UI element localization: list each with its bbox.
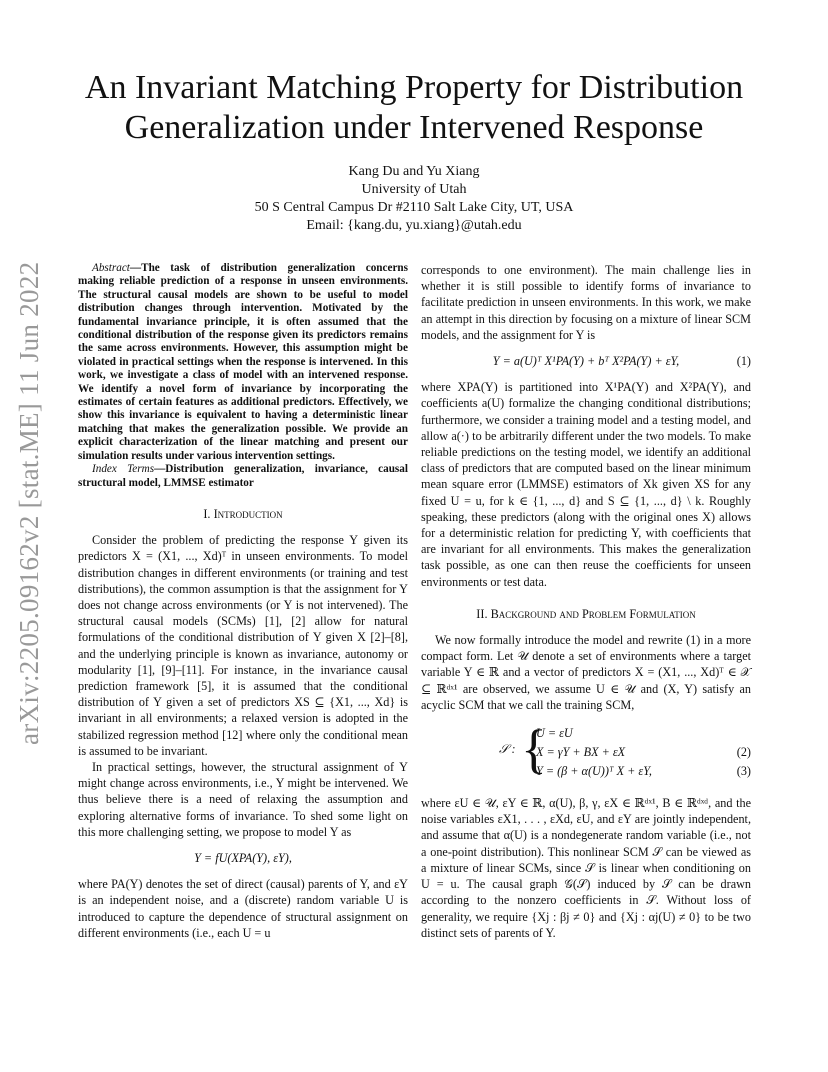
author-names: Kang Du and Yu Xiang — [348, 164, 480, 179]
equation-2-number: (2) — [736, 745, 751, 760]
equation-fu: Y = fU(XPA(Y), εY), — [194, 850, 292, 865]
equation-3-number: (3) — [736, 764, 751, 779]
background-paragraph-2: where εU ∈ 𝒰, εY ∈ ℝ, α(U), β, γ, εX ∈ ℝᵈˣ¹, B ∈ ℝᵈˣᵈ, and the noise variables εX1, . . . , εXd, εU, and εY are jointly independent, and assume that α(U) is a nondegenerate random variable (i.e., not a one-point distribution). This nonlinear SCM 𝒮 can be viewed as a mixture of linear SCMs, since 𝒮 is linear when conditioning on U = u. The causal graph 𝒢(𝒮) induced by 𝒮 can be drawn according to the nonzero coefficients in 𝒮. Without loss of generality, we require {Xj : βj ≠ 0} and {Xj : αj(U) ≠ 0} to be two distinct sets of parents of Y. — [421, 796, 751, 940]
title-line-2: Generalization under Intervened Response — [124, 109, 704, 146]
abstract-text: —The task of distribution generalization concerns making reliable prediction of a response in unseen environments. The structural causal models are shown to be useful to model distribution changes through intervention. Motivated by the fundamental invariance principle, it is often assumed that the conditional distribution of the response given its predictors remains the same across environments. However, this assumption might be violated in practical settings when the response is intervened. In this work, we investigate a class of model with an intervened response. We identify a novel form of invariance by incorporating the estimates of certain features as additional predictors. Effectively, we show this invariance is equivalent to having a deterministic linear matching that makes the generalization possible. We provide an explicit characterization of the linear matching and present our simulation results under various intervention settings. — [78, 262, 408, 462]
index-terms-text: —Distribution generalization, invariance, causal structural model, LMMSE estimator — [78, 463, 408, 489]
paper-title — [0, 68, 828, 148]
section-background-heading: II. Background and Problem Formulation — [476, 606, 696, 621]
scm-equation-system — [421, 719, 751, 783]
arxiv-watermark: arXiv:2205.09162v2 [stat.ME] 11 Jun 2022 — [14, 261, 44, 745]
intro-paragraph-3: where PA(Y) denotes the set of direct (causal) parents of Y, and εY is an independent noise, and a (discrete) random variable U is introduced to capture the dependence of structural assignment on different environments (i.e., each U = u — [78, 877, 408, 940]
left-brace: { — [521, 719, 547, 780]
background-paragraph-1: We now formally introduce the model and rewrite (1) in a more compact form. Let 𝒰 denote a set of environments where a target variable Y ∈ ℝ and a vector of predictors X = (X1, ..., Xd)ᵀ ∈ 𝒳 ⊆ ℝᵈˣ¹ are observed, we assume U ∈ 𝒰 and (X, Y) satisfy an acyclic SCM that we call the training SCM, — [421, 633, 751, 712]
scm-line-2: X = γY + BX + εX — [536, 745, 626, 760]
index-terms — [78, 463, 408, 490]
equation-1-body: Y = a(U)ᵀ X¹PA(Y) + bᵀ X²PA(Y) + εY, — [492, 354, 680, 369]
equation-1-number: (1) — [736, 354, 751, 369]
email: Email: {kang.du, yu.xiang}@utah.edu — [306, 218, 522, 233]
scm-line-3: Y = (β + α(U))ᵀ X + εY, — [536, 764, 652, 779]
index-terms-label: Index Terms — [92, 463, 155, 476]
right-column — [421, 262, 751, 941]
address: 50 S Central Campus Dr #2110 Salt Lake City, UT, USA — [254, 200, 574, 215]
section-introduction-heading: I. Introduction — [203, 506, 283, 521]
title-line-1: An Invariant Matching Property for Distribution — [84, 69, 744, 106]
intro-paragraph-2: In practical settings, however, the structural assignment of Y might change across environments, i.e., Y might be intervened. We thus believe there is a need of relaxing the assumption and exploring alternative forms of invariance. To shed some light on this more challenging setting, we propose to model Y as — [78, 759, 408, 839]
intro-paragraph-1: Consider the problem of predicting the response Y given its predictors X = (X1, ..., Xd)ᵀ in unseen environments. To model distribution changes in different environments (or training and test distributions), the common assumption is that the assignment for Y does not change across environments (or Y is not intervened). The structural causal models (SCMs) [1], [2] allow for natural formulations of the conditional distribution of Y given X [2]–[8], and the underlying principle is known as invariance, autonomy or modularity [1], [9]–[11]. For instance, in the invariance causal prediction framework [5], it is assumed that the conditional distribution of Y given a set of predictors XS ⊆ {X1, ..., Xd} is invariant in all environments; a relaxed version is adopted in the stabilized regression method [12] where only the conditional mean is assumed to be invariant. — [78, 533, 408, 758]
left-column — [78, 262, 408, 941]
right-paragraph-2: where XPA(Y) is partitioned into X¹PA(Y) and X²PA(Y), and coefficients a(U) formalize the changing conditional distributions; furthermore, we consider a training model and a testing model, and allow a(·) to be arbitrarily different under the two models. To make reliable predictions on the testing model, we identify an additional class of predictors that are computed based on the linear minimum mean square error (LMMSE) estimators of Xk given XS for any fixed U = u, for k ∈ {1, ..., d} and S ⊆ {1, ..., d} \ k. Roughly speaking, these predictors (along with the original ones X) allows for a deterministic relation for predicting Y, with coefficients that are invariant for all environments. This makes the generalization task possible, as one can then reuse the coefficients for unseen environments or test data. — [421, 380, 751, 589]
affiliation: University of Utah — [361, 182, 467, 197]
abstract-label: Abstract — [92, 262, 130, 274]
scm-line-1: U = εU — [536, 726, 573, 741]
author-block — [0, 163, 828, 235]
scm-label: 𝒮 : — [499, 742, 516, 757]
abstract — [78, 262, 408, 463]
right-paragraph-1: corresponds to one environment). The main challenge lies in whether it is still possible to identify forms of invariance to facilitate prediction in unseen environments. In this work, we make an attempt in this direction by focusing on a mixture of linear SCM models, and the assignment for Y is — [421, 263, 751, 342]
equation-1 — [421, 353, 751, 369]
